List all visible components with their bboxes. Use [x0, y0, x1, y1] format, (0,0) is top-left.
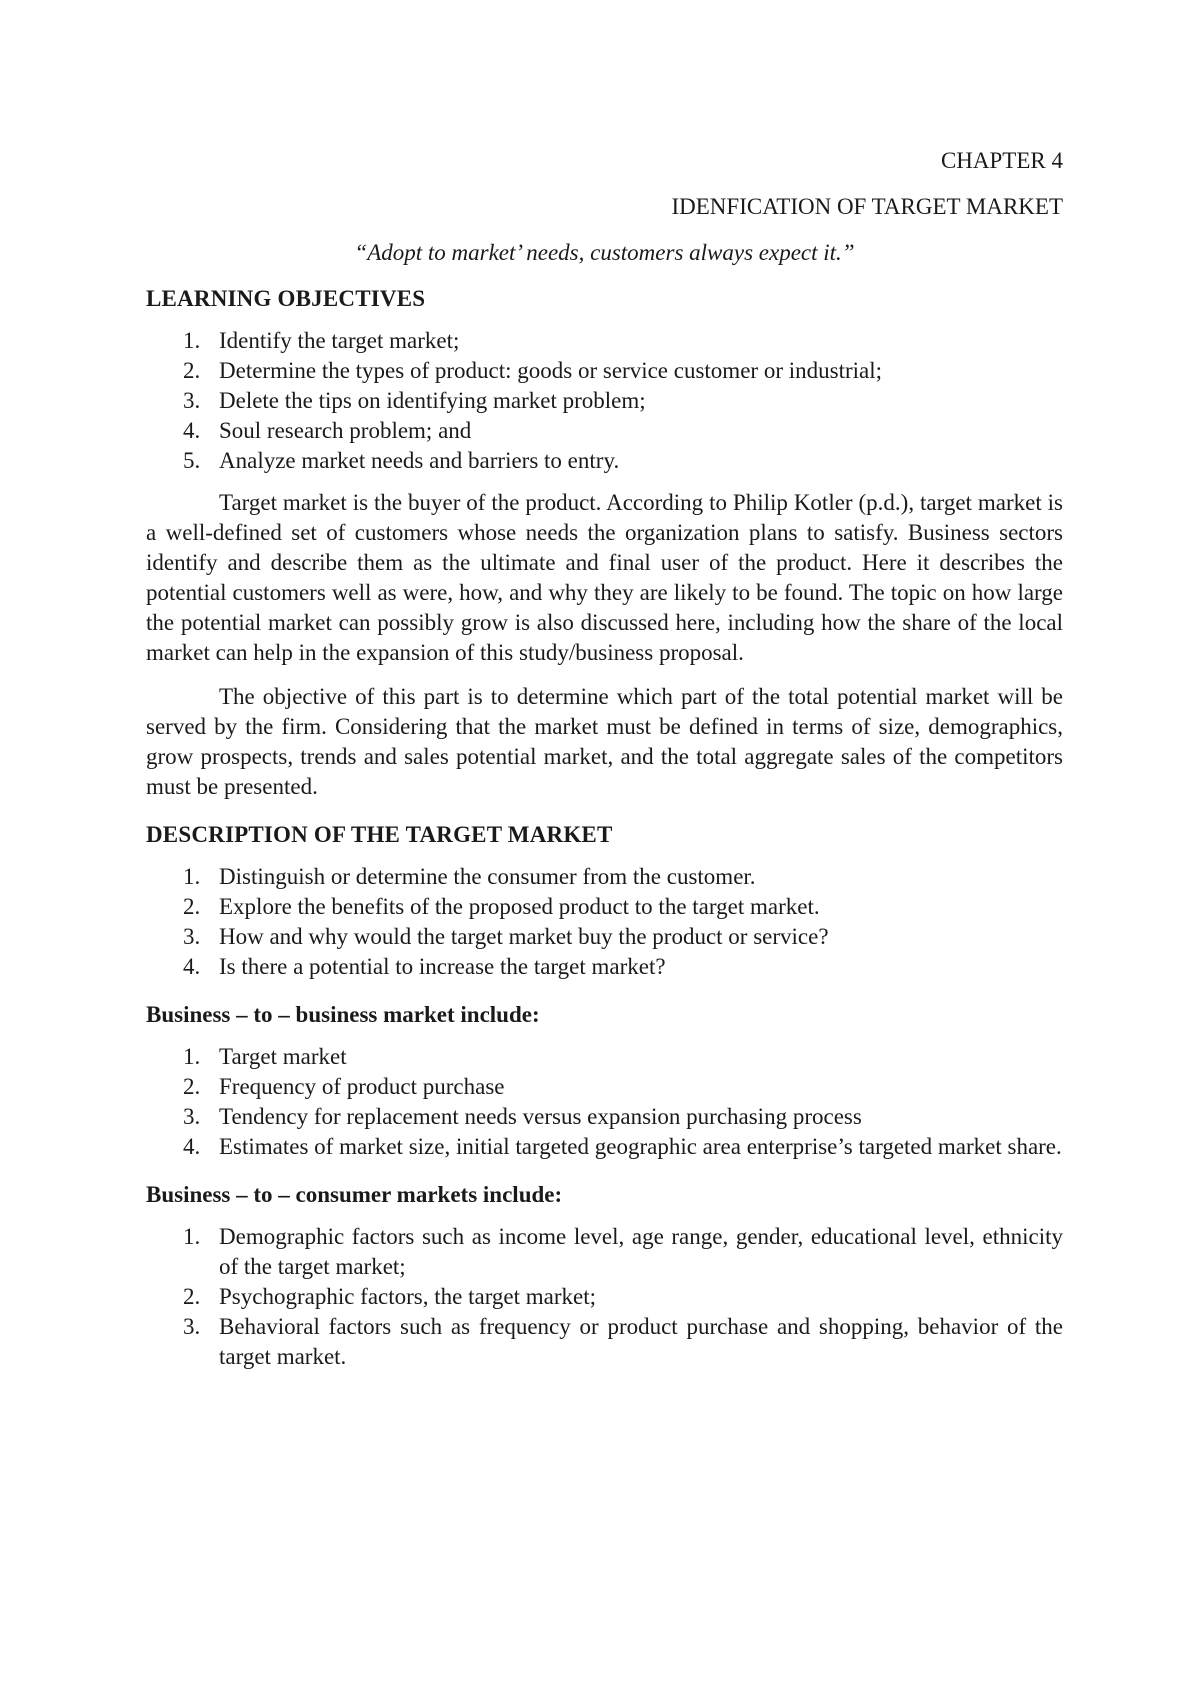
list-number: 1. — [183, 328, 201, 353]
list-item-text: Estimates of market size, initial targeted geographic area enterprise’s targeted market share. — [219, 1134, 1062, 1159]
list-number: 2. — [183, 1284, 201, 1309]
b2b-heading: Business – to – business market include: — [146, 1002, 540, 1027]
list-item-text: Identify the target market; — [219, 328, 460, 353]
list-number: 1. — [183, 864, 201, 889]
list-item — [146, 326, 1063, 356]
list-item-text: Tendency for replacement needs versus expansion purchasing process — [219, 1104, 862, 1129]
list-item-text: How and why would the target market buy the product or service? — [219, 924, 829, 949]
list-number: 4. — [183, 1134, 201, 1159]
list-item — [146, 892, 1063, 922]
list-number: 3. — [183, 1314, 201, 1339]
list-item-text: Demographic factors such as income level, age range, gender, educational level, ethnicity of the target market; — [219, 1224, 1063, 1279]
list-item — [146, 862, 1063, 892]
list-number: 2. — [183, 1074, 201, 1099]
list-item — [146, 952, 1063, 982]
list-number: 4. — [183, 418, 201, 443]
b2c-list — [146, 1222, 1063, 1372]
list-number: 3. — [183, 1104, 201, 1129]
list-item — [146, 1282, 1063, 1312]
chapter-label: CHAPTER 4 — [940, 148, 1063, 173]
b2c-heading: Business – to – consumer markets include: — [146, 1182, 563, 1207]
body-paragraph-target-market: Target market is the buyer of the product. According to Philip Kotler (p.d.), target market is a well-defined set of customers whose needs the organization plans to satisfy. Business sectors identify and describe them as the ultimate and final user of the product. Here it describes the potential customers well as were, how, and why they are likely to be found. The topic on how large the potential market can possibly grow is also discussed here, including how the share of the local market can help in the expansion of this study/business proposal. — [146, 490, 1063, 665]
list-item — [146, 1132, 1063, 1162]
list-number: 4. — [183, 954, 201, 979]
list-item-text: Is there a potential to increase the target market? — [219, 954, 666, 979]
list-item-text: Frequency of product purchase — [219, 1074, 505, 1099]
list-item — [146, 416, 1063, 446]
learning-objectives-heading: LEARNING OBJECTIVES — [146, 286, 426, 311]
list-number: 3. — [183, 924, 201, 949]
list-item-text: Target market — [219, 1044, 347, 1069]
list-item-text: Determine the types of product: goods or service customer or industrial; — [219, 358, 882, 383]
list-item-text: Behavioral factors such as frequency or product purchase and shopping, behavior of the target market. — [219, 1314, 1063, 1369]
list-item — [146, 1102, 1063, 1132]
learning-objectives-list — [146, 326, 1063, 476]
list-item-text: Explore the benefits of the proposed product to the target market. — [219, 894, 820, 919]
list-item — [146, 1042, 1063, 1072]
list-item — [146, 1072, 1063, 1102]
description-heading: DESCRIPTION OF THE TARGET MARKET — [146, 822, 613, 847]
list-item-text: Distinguish or determine the consumer from the customer. — [219, 864, 756, 889]
list-item — [146, 446, 1063, 476]
list-item-text: Psychographic factors, the target market; — [219, 1284, 597, 1309]
list-item — [146, 386, 1063, 416]
list-item — [146, 356, 1063, 386]
description-list — [146, 862, 1063, 982]
list-item — [146, 1222, 1063, 1282]
epigraph-quote: “Adopt to market’ needs, customers always expect it.” — [354, 240, 855, 265]
body-paragraph-objective: The objective of this part is to determine which part of the total potential market will be served by the firm. Considering that the market must be defined in terms of size, demographics, grow prospects, trends and sales potential market, and the total aggregate sales of the competitors must be presented. — [146, 684, 1063, 799]
list-number: 5. — [183, 448, 201, 473]
list-number: 2. — [183, 894, 201, 919]
list-number: 1. — [183, 1044, 201, 1069]
list-item — [146, 1312, 1063, 1372]
list-item — [146, 922, 1063, 952]
list-item-text: Delete the tips on identifying market problem; — [219, 388, 646, 413]
list-number: 3. — [183, 388, 201, 413]
document-page — [146, 130, 1063, 1372]
list-number: 1. — [183, 1224, 201, 1249]
chapter-title: IDENFICATION OF TARGET MARKET — [671, 194, 1063, 219]
list-number: 2. — [183, 358, 201, 383]
list-item-text: Analyze market needs and barriers to entry. — [219, 448, 620, 473]
b2b-list — [146, 1042, 1063, 1162]
list-item-text: Soul research problem; and — [219, 418, 472, 443]
